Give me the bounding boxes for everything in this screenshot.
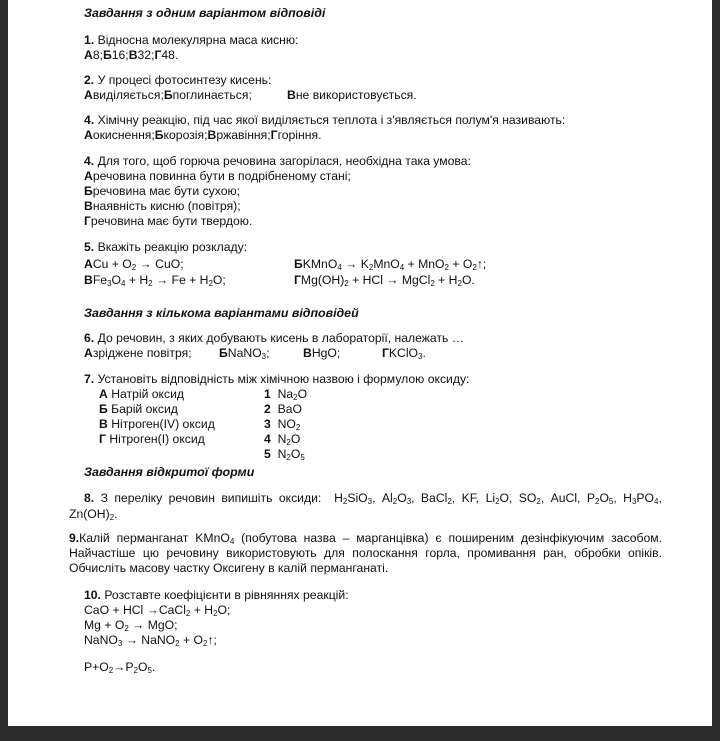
question-7-formula-5: 5 $N_2O_5$ (264, 447, 305, 462)
question-4-option-v: Внаявність кисню (повітря); (84, 199, 241, 213)
question-7-name-v: В Нітроген(IV) оксид (99, 417, 215, 431)
question-10-equation-2: $Mg + O_2$ → MgO; (84, 618, 178, 633)
question-7-name-b: Б Барій оксид (99, 402, 178, 416)
question-4-text: 4. Для того, щоб горюча речовина загорілася, необхідна така умова: (84, 154, 471, 168)
question-9-text: 9.Калій перманганат KMnO$_4$ (побутова назва – марганцівка) є поширеним дезінфікуючим засобом. Найчастіше цю речовину використовують для полоскання горла, промивання ран, обробки опіків. Обчисліть масову частку Оксигену в калій перманганаті. (69, 531, 662, 575)
question-6-option-b: БNaNO$_3$; (219, 346, 270, 361)
question-10-equation-3: NaNO$_3$ → NaNO$_2$ + $O_2↑$; (84, 633, 217, 648)
question-5-option-a: АCu + $O_2$ → CuO; (84, 257, 184, 272)
question-1-text: 1. Відносна молекулярна маса кисню: (84, 33, 299, 47)
question-7-text: 7. Установіть відповідність між хімічною назвою і формулою оксиду: (84, 372, 470, 386)
question-4-option-g: Гречовина має бути твердою. (84, 214, 253, 228)
question-7-name-g: Г Нітроген(I) оксид (99, 432, 205, 446)
question-6-option-g: ГKClO$_3$. (382, 346, 426, 361)
question-6-text: 6. До речовин, з яких добувають кисень в лабораторії, належать … (84, 331, 464, 345)
question-2-option-v: Вне використовується. (287, 88, 417, 102)
question-4-option-a: Аречовина повинна бути в подрібненому стані; (84, 169, 351, 183)
question-8-line-2: $Zn(OH)_2$. (69, 507, 118, 522)
question-5-text: 5. Вкажіть реакцію розкладу: (84, 240, 248, 254)
question-6-option-a: Азріджене повітря; (84, 346, 192, 360)
question-4-option-b: Бречовина має бути сухою; (84, 184, 241, 198)
section-heading-multiple-answers: Завдання з кількома варіантами відповідей (84, 306, 359, 320)
question-3-options: Аокиснення;Бкорозія;Вржавіння;Ггоріння. (84, 128, 322, 142)
question-10-equation-1: CaO + HCl →CaCl$_2$ + $H_2O$; (84, 603, 231, 618)
question-7-formula-2: 2 BaO (264, 402, 302, 416)
question-8-line-1: 8. З переліку речовин випишіть оксиди: $H_2SiO_3$, $Al_2O_3$, BaCl$_2$, KF, $Li_2O$, $SO_2$, AuCl, $P_2O_5$, $H_3PO_4$, (84, 491, 662, 506)
question-5-option-b: БKMnO$_4$ → $K_2MnO_4 + MnO_2$ + $O_2↑$; (294, 257, 487, 272)
question-2-options-ab: Авиділяється;Бпоглинається; (84, 88, 252, 102)
question-7-formula-4: 4 $N_2O$ (264, 432, 301, 447)
question-7-formula-3: 3 $NO_2$ (264, 417, 301, 432)
question-2-text: 2. У процесі фотосинтезу кисень: (84, 73, 272, 87)
question-5-option-v: $ВFe_3O_4 + H_2 \to Fe + H_2O$; (84, 273, 226, 288)
question-10-text: 10. Розставте коефіцієнти в рівняннях реакцій: (84, 588, 349, 602)
question-7-formula-1: 1 $Na_2O$ (264, 387, 308, 402)
question-7-name-a: А Натрій оксид (99, 387, 185, 401)
question-5-option-g: $ГMg(OH)_2$ + HCl → MgCl$_2$ + $H_2O$. (294, 273, 475, 288)
worksheet-page (8, 0, 712, 726)
question-1-options: А8;Б16;В32;Г48. (84, 48, 179, 62)
question-6-option-v: ВHgO; (303, 346, 341, 360)
section-heading-open-form: Завдання відкритої форми (84, 465, 255, 479)
question-10-equation-4: $P+O_2\to P_2O_5$. (84, 660, 156, 675)
section-heading-single-answer: Завдання з одним варіантом відповіді (84, 6, 326, 20)
question-3-text: 4. Хімічну реакцію, під час якої виділяється теплота і з'являється полум'я називають: (84, 113, 566, 127)
